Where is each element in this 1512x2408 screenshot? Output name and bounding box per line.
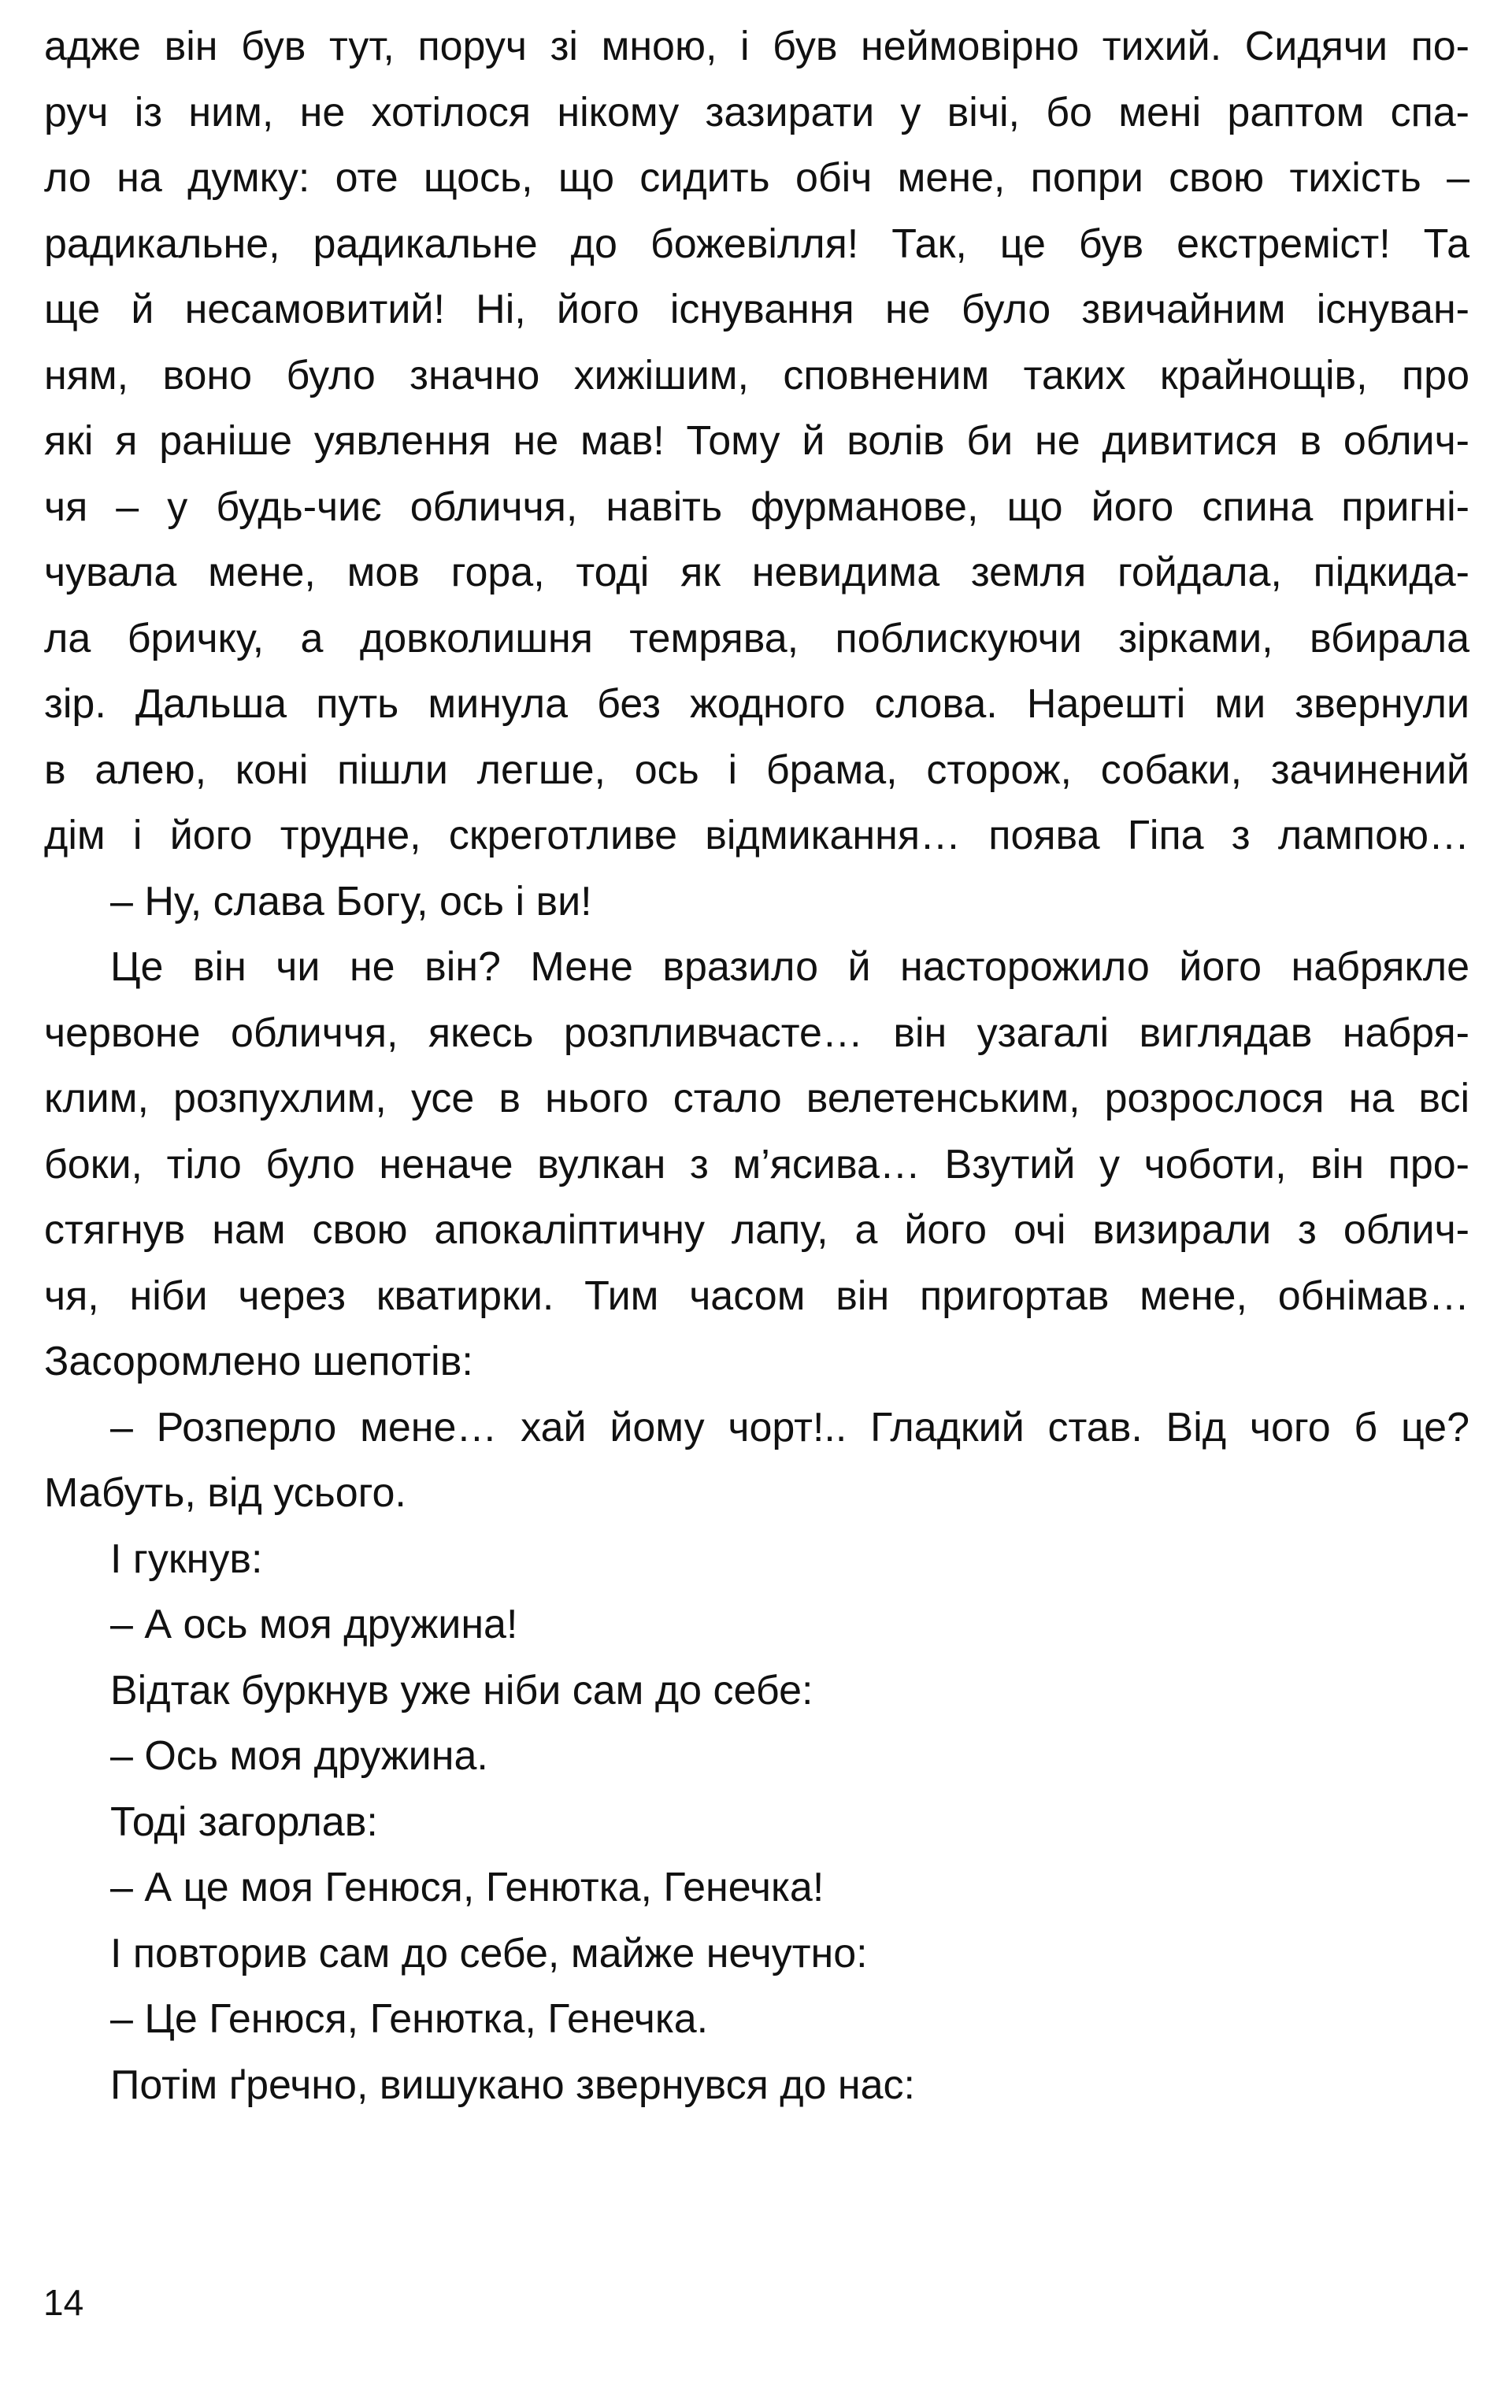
text-line: дім і його трудне, скреготливе відмикання… поява Гіпа з лампою… [44,813,1469,858]
text-line: ще й несамовитий! Ні, його існування не було звичайним існуван- [44,287,1469,332]
text-line: ла бричку, а довколишня темрява, поблискуючи зірками, вбирала [44,615,1469,661]
text-line: Потім ґречно, вишукано звернувся до нас: [110,2062,915,2108]
text-line: ням, воно було значно хижішим, сповненим таких крайнощів, про [44,352,1469,398]
text-line: клим, розпухлим, усе в нього стало велетенським, розрослося на всі [44,1076,1469,1121]
body-text [44,14,1469,2118]
text-line: І повторив сам до себе, майже нечутно: [110,1930,868,1976]
text-line: Тоді загорлав: [110,1799,378,1845]
text-line: руч із ним, не хотілося нікому зазирати у вічі, бо мені раптом спа- [44,89,1469,135]
text-line: ло на думку: оте щось, що сидить обіч мене, попри свою тихість – [44,155,1469,201]
page-number: 14 [43,2282,84,2323]
text-line: Мабуть, від усього. [44,1470,406,1516]
text-line: в алею, коні пішли легше, ось і брама, сторож, собаки, зачинений [44,746,1469,793]
text-line: Відтак буркнув уже ніби сам до себе: [110,1667,813,1713]
text-line: І гукнув: [110,1536,263,1582]
text-line: – Розперло мене… хай йому чорт!.. Гладкий став. Від чого б це? [110,1404,1469,1450]
text-line: адже він був тут, поруч зі мною, і був неймовірно тихий. Сидячи по- [44,24,1469,69]
text-line: боки, тіло було неначе вулкан з м’ясива… Взутий у чоботи, він про- [44,1141,1469,1187]
text-line: – А це моя Генюся, Генютка, Генечка! [110,1865,825,1910]
text-line: – Ну, слава Богу, ось і ви! [110,878,592,924]
text-line: чя – у будь-чиє обличчя, навіть фурманове, що його спина пригні- [44,483,1469,530]
text-line: – Це Генюся, Генютка, Генечка. [110,1996,709,2042]
text-line: Засоромлено шепотів: [44,1339,473,1384]
text-line: чувала мене, мов гора, тоді як невидима земля гойдала, підкида- [44,550,1469,595]
text-line: стягнув нам свою апокаліптичну лапу, а його очі визирали з облич- [44,1207,1469,1253]
text-line: – Ось моя дружина. [110,1733,488,1779]
text-line: – А ось моя дружина! [110,1602,518,1647]
text-line: червоне обличчя, якесь розпливчасте… він узагалі виглядав набря- [44,1010,1469,1056]
text-line: чя, ніби через кватирки. Тим часом він пригортав мене, обнімав… [44,1273,1469,1319]
text-line: зір. Дальша путь минула без жодного слова. Нарешті ми звернули [44,681,1469,727]
text-line: які я раніше уявлення не мав! Тому й волів би не дивитися в облич- [44,418,1469,464]
text-line: радикальне, радикальне до божевілля! Так, це був екстреміст! Та [44,220,1469,267]
text-line: Це він чи не він? Мене вразило й насторожило його набрякле [110,944,1469,990]
